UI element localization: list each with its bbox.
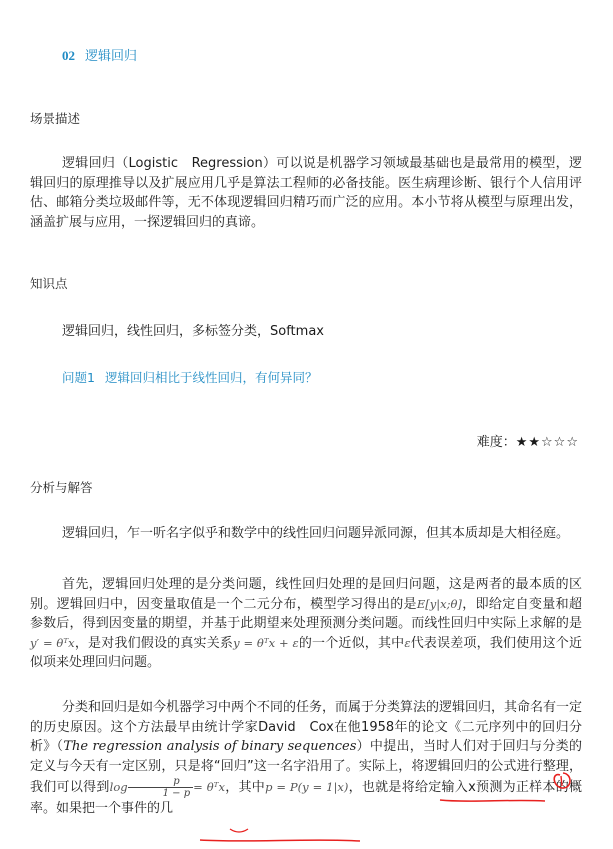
knowledge-points: 逻辑回归，线性回归，多标签分类，Softmax	[62, 324, 324, 339]
p2-text-a: 首先，逻辑回归处理的是分类问题，线性回归处理的是回归问题，这是两者的最本质的区别。逻辑回归中，因变量取值是一个二元分布，模型学习得出的是	[30, 577, 582, 612]
p2-text-b: ，即给定自变量和超参数后，得到因变量的期望，并基于此期望来处理预测分类问题。而线性回归中实际上求解的是	[30, 596, 582, 631]
difficulty-rating	[477, 431, 579, 450]
math-epsilon: ε	[404, 635, 411, 650]
annotation-underline-tail	[230, 829, 248, 832]
math-linear-estimate: y′ = θᵀx	[30, 635, 75, 650]
analysis-paragraph-1: 逻辑回归，乍一听名字似乎和数学中的线性回归问题异派同源，但其本质却是大相径庭。	[62, 526, 570, 541]
analysis-paragraph-2	[30, 575, 582, 673]
fraction-denominator: 1 − p	[162, 788, 191, 799]
question-heading	[62, 368, 317, 386]
math-odds-fraction	[128, 776, 194, 799]
question-text: 逻辑回归相比于线性回归，有何异同？	[104, 370, 318, 385]
paper-title-italic: The regression analysis of binary sequences	[63, 739, 357, 754]
section-heading-knowledge: 知识点	[30, 276, 68, 291]
math-log: log	[109, 780, 128, 794]
difficulty-label: 难度：	[476, 435, 516, 450]
p2-text-d: 的一个近似，其中	[298, 635, 405, 651]
chapter-number: 02	[62, 48, 75, 63]
math-true-relation: y = θᵀx + ε	[233, 635, 299, 650]
section-heading-scene: 场景描述	[30, 111, 81, 126]
p3-text-a: 分类和回归是如今机器学习中两个不同的任务，而属于分类算法的逻辑回归，其命名有一定的历史原因。这个方法最早由统计学家David Cox在他1958年的论文《二元序列中的回归分析》（	[30, 700, 583, 754]
math-expectation: E[y|x;θ]	[416, 596, 462, 611]
question-number: 问题1	[62, 370, 95, 385]
chapter-heading	[62, 45, 137, 64]
p3-text-c: ，其中	[224, 780, 266, 795]
fraction-numerator: p	[128, 776, 194, 788]
p3-text-b: ）中提出，当时人们对于回归与分类的定义与今天有一定区别，只是将“回归”这一名字沿用了。实际上，将逻辑回归的公式进行整理，我们可以得到	[30, 739, 582, 795]
annotation-underline-text	[200, 840, 360, 841]
p2-text-e: 代表误差项，我们使用这个近似项来处理回归问题。	[30, 635, 582, 670]
math-equals-theta: = θᵀx	[193, 780, 225, 794]
scene-paragraph: 逻辑回归（Logistic Regression）可以说是机器学习领域最基础也是最常用的模型，逻辑回归的原理推导以及扩展应用几乎是算法工程师的必备技能。医生病理诊断、银行个人信用评估、邮箱分类垃圾邮件等，无不体现逻辑回归精巧而广泛的应用。本小节将从模型与原理出发，涵盖扩展与应用，一探逻辑回归的真谛。	[30, 156, 582, 230]
chapter-title: 逻辑回归	[85, 48, 138, 63]
p3-text-d: ，也就是将给定输入x预测为正样本的概率。如果把一个事件的几	[30, 780, 582, 816]
p2-text-c: ，是对我们假设的真实关系	[74, 635, 234, 651]
difficulty-stars: ★★☆☆☆	[515, 435, 579, 450]
section-heading-analysis: 分析与解答	[30, 480, 93, 495]
math-probability: p = P(y = 1|x)	[265, 780, 349, 794]
analysis-paragraph-3	[30, 698, 582, 819]
